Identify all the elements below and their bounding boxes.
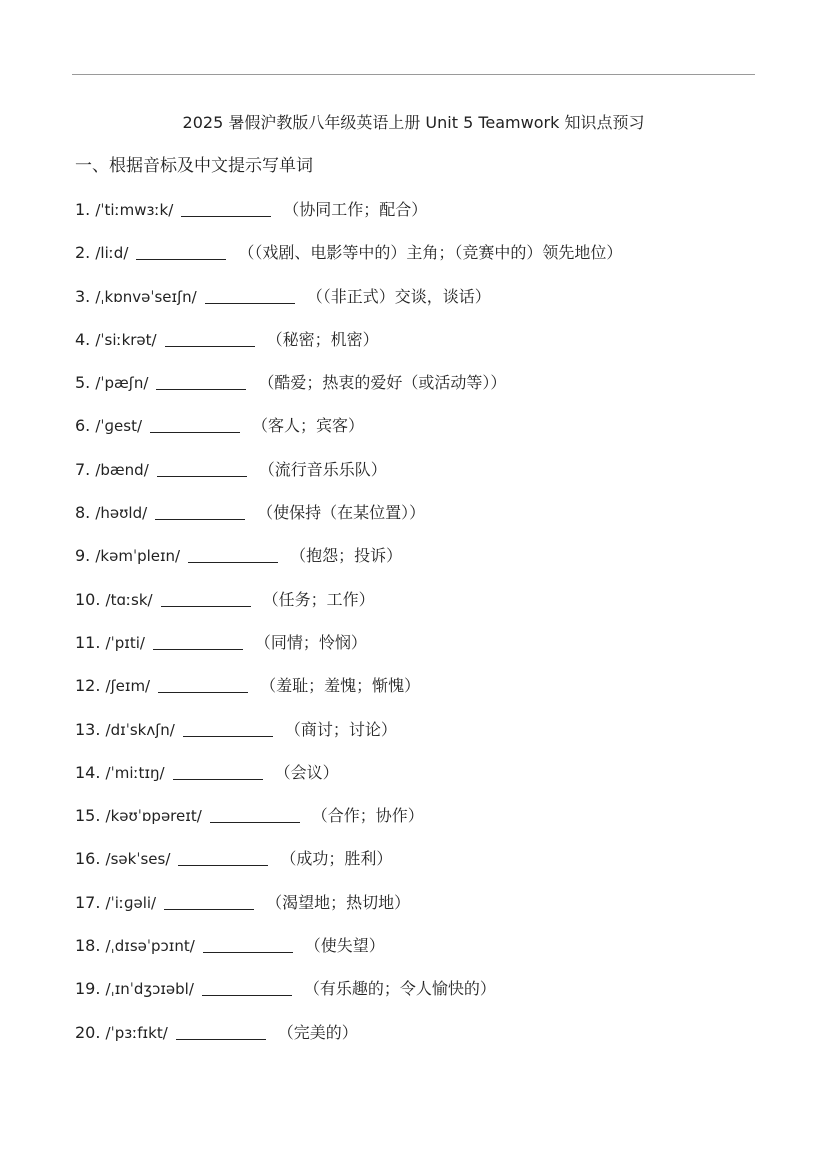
answer-blank[interactable] bbox=[210, 805, 300, 823]
chinese-hint: （使保持（在某位置）） bbox=[257, 503, 426, 523]
exercise-item bbox=[75, 892, 775, 935]
answer-blank[interactable] bbox=[205, 286, 295, 304]
phonetic: /dɪˈskʌʃn/ bbox=[105, 720, 175, 739]
phonetic: /ˌkɒnvəˈseɪʃn/ bbox=[95, 287, 197, 306]
item-number: 11. bbox=[75, 632, 101, 652]
answer-blank[interactable] bbox=[157, 459, 247, 477]
answer-blank[interactable] bbox=[173, 762, 263, 780]
exercise-item bbox=[75, 502, 775, 545]
item-number: 3. bbox=[75, 286, 91, 306]
answer-blank[interactable] bbox=[165, 329, 255, 347]
chinese-hint: （客人；宾客） bbox=[252, 416, 365, 436]
exercise-item bbox=[75, 675, 775, 718]
item-number: 18. bbox=[75, 936, 101, 956]
item-number: 16. bbox=[75, 849, 101, 869]
answer-blank[interactable] bbox=[136, 242, 226, 260]
item-number: 12. bbox=[75, 676, 101, 696]
chinese-hint: （商讨；讨论） bbox=[284, 719, 397, 739]
item-number: 14. bbox=[75, 762, 101, 782]
header-divider bbox=[72, 74, 755, 75]
section-heading: 一、根据音标及中文提示写单词 bbox=[75, 156, 313, 176]
phonetic: /ˈpɜːfɪkt/ bbox=[105, 1023, 168, 1042]
exercise-item bbox=[75, 848, 775, 891]
item-number: 15. bbox=[75, 806, 101, 826]
exercise-item bbox=[75, 242, 775, 285]
item-number: 17. bbox=[75, 892, 101, 912]
exercise-item bbox=[75, 1022, 775, 1065]
chinese-hint: （合作；协作） bbox=[311, 806, 424, 826]
exercise-item bbox=[75, 286, 775, 329]
exercise-item bbox=[75, 978, 775, 1021]
phonetic: /ˈpɪti/ bbox=[105, 633, 145, 652]
phonetic: /ˈpæʃn/ bbox=[95, 374, 149, 393]
exercise-item bbox=[75, 589, 775, 632]
exercise-item bbox=[75, 329, 775, 372]
chinese-hint: （酷爱；热衷的爱好（或活动等）） bbox=[258, 373, 507, 393]
item-number: 8. bbox=[75, 503, 91, 523]
exercise-list bbox=[75, 199, 775, 1065]
exercise-item bbox=[75, 805, 775, 848]
chinese-hint: （成功；胜利） bbox=[280, 849, 393, 869]
item-number: 6. bbox=[75, 416, 91, 436]
phonetic: /bænd/ bbox=[95, 460, 149, 479]
answer-blank[interactable] bbox=[161, 589, 251, 607]
answer-blank[interactable] bbox=[164, 892, 254, 910]
item-number: 20. bbox=[75, 1022, 101, 1042]
chinese-hint: （任务；工作） bbox=[262, 589, 375, 609]
answer-blank[interactable] bbox=[158, 675, 248, 693]
chinese-hint: （抱怨；投诉） bbox=[290, 546, 403, 566]
phonetic: /ˈɡest/ bbox=[95, 417, 143, 436]
answer-blank[interactable] bbox=[181, 199, 271, 217]
chinese-hint: （秘密；机密） bbox=[266, 329, 379, 349]
phonetic: /tɑːsk/ bbox=[105, 590, 153, 609]
answer-blank[interactable] bbox=[153, 632, 243, 650]
document-title: 2025 暑假沪教版八年级英语上册 Unit 5 Teamwork 知识点预习 bbox=[182, 113, 645, 132]
exercise-item bbox=[75, 199, 775, 242]
phonetic: /ˌdɪsəˈpɔɪnt/ bbox=[105, 937, 195, 956]
answer-blank[interactable] bbox=[178, 848, 268, 866]
item-number: 7. bbox=[75, 459, 91, 479]
phonetic: /səkˈses/ bbox=[105, 850, 171, 869]
chinese-hint: （使失望） bbox=[304, 936, 385, 956]
exercise-item bbox=[75, 459, 775, 502]
chinese-hint: （协同工作；配合） bbox=[283, 200, 428, 219]
phonetic: /kəmˈpleɪn/ bbox=[95, 547, 181, 566]
item-number: 5. bbox=[75, 373, 91, 393]
exercise-item bbox=[75, 762, 775, 805]
chinese-hint: （会议） bbox=[274, 762, 339, 782]
chinese-hint: （有乐趣的；令人愉快的） bbox=[303, 979, 496, 999]
chinese-hint: （流行音乐乐队） bbox=[258, 459, 387, 479]
item-number: 13. bbox=[75, 719, 101, 739]
item-number: 2. bbox=[75, 243, 91, 263]
answer-blank[interactable] bbox=[176, 1022, 266, 1040]
phonetic: /kəʊˈɒpəreɪt/ bbox=[105, 807, 202, 826]
item-number: 10. bbox=[75, 589, 101, 609]
answer-blank[interactable] bbox=[156, 372, 246, 390]
answer-blank[interactable] bbox=[183, 719, 273, 737]
answer-blank[interactable] bbox=[188, 545, 278, 563]
answer-blank[interactable] bbox=[202, 978, 292, 996]
item-number: 19. bbox=[75, 979, 101, 999]
chinese-hint: （渴望地；热切地） bbox=[266, 892, 411, 912]
phonetic: /liːd/ bbox=[95, 244, 129, 263]
phonetic: /ˌɪnˈdʒɔɪəbl/ bbox=[105, 980, 194, 999]
chinese-hint: （（非正式）交谈，谈话） bbox=[306, 286, 491, 306]
exercise-item bbox=[75, 415, 775, 458]
chinese-hint: （羞耻；羞愧；惭愧） bbox=[260, 676, 421, 696]
exercise-item bbox=[75, 935, 775, 978]
phonetic: /ˈsiːkrət/ bbox=[95, 330, 157, 349]
answer-blank[interactable] bbox=[155, 502, 245, 520]
chinese-hint: （（戏剧、电影等中的）主角；（竞赛中的）领先地位） bbox=[238, 243, 623, 263]
exercise-item bbox=[75, 719, 775, 762]
item-number: 4. bbox=[75, 329, 91, 349]
phonetic: /ˈiːɡəli/ bbox=[105, 893, 157, 912]
phonetic: /həʊld/ bbox=[95, 504, 148, 523]
answer-blank[interactable] bbox=[203, 935, 293, 953]
item-number: 1. bbox=[75, 200, 91, 219]
exercise-item bbox=[75, 545, 775, 588]
phonetic: /ˈmiːtɪŋ/ bbox=[105, 763, 165, 782]
item-number: 9. bbox=[75, 546, 91, 566]
answer-blank[interactable] bbox=[150, 415, 240, 433]
phonetic: /ʃeɪm/ bbox=[105, 677, 151, 696]
chinese-hint: （同情；怜悯） bbox=[254, 632, 367, 652]
phonetic: /ˈtiːmwɜːk/ bbox=[95, 201, 174, 219]
exercise-item bbox=[75, 632, 775, 675]
chinese-hint: （完美的） bbox=[277, 1022, 358, 1042]
exercise-item bbox=[75, 372, 775, 415]
